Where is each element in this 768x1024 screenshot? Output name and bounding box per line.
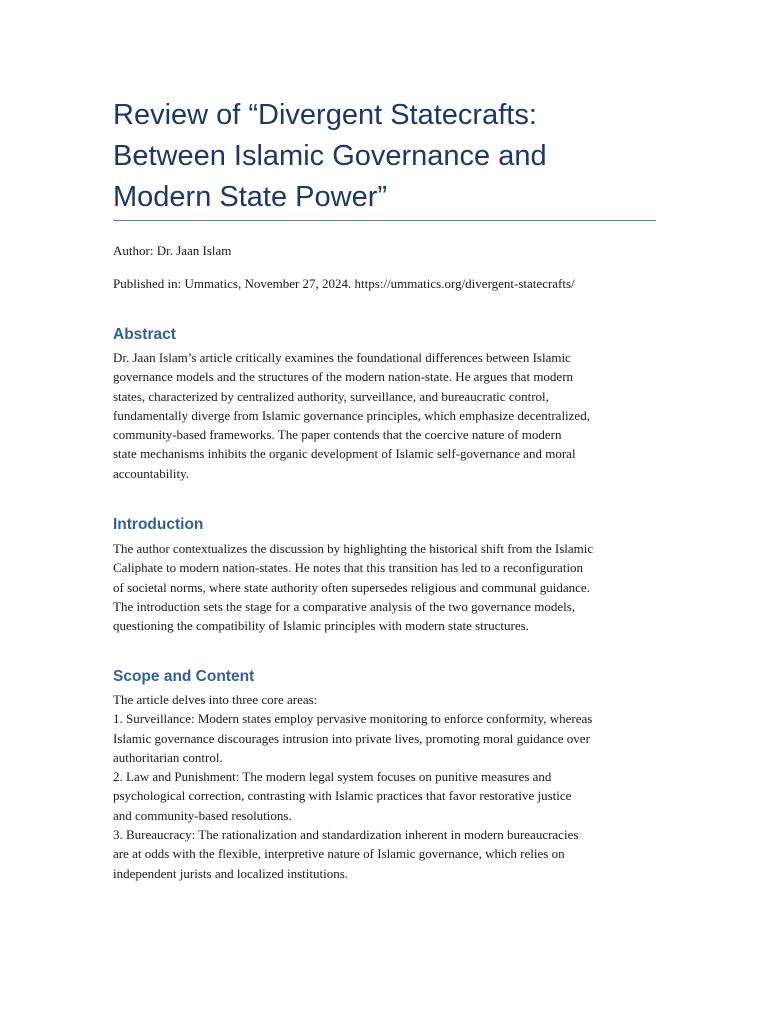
introduction-paragraph	[113, 539, 673, 635]
publication-line: Published in: Ummatics, November 27, 2024. https://ummatics.org/divergent-statecrafts/	[113, 276, 575, 291]
paragraph-line: state mechanisms inhibits the organic development of Islamic self-governance and moral	[113, 446, 576, 462]
paragraph-line: Caliphate to modern nation-states. He notes that this transition has led to a reconfiguration	[113, 560, 584, 576]
document-title	[113, 95, 656, 218]
introduction-heading: Introduction	[113, 516, 204, 533]
author-line: Author: Dr. Jaan Islam	[113, 243, 232, 258]
paragraph-line: Islamic governance discourages intrusion into private lives, promoting moral guidance over	[113, 730, 590, 746]
paragraph-line: Dr. Jaan Islam’s article critically examines the foundational differences between Islamic	[113, 350, 571, 365]
paragraph-line: The article delves into three core areas:	[113, 692, 318, 707]
paragraph-line: The introduction sets the stage for a comparative analysis of the two governance models,	[113, 598, 576, 614]
paragraph-line: governance models and the structures of the modern nation-state. He argues that modern	[113, 369, 574, 385]
paragraph-line: accountability.	[113, 465, 190, 481]
title-line: Review of “Divergent Statecrafts:	[113, 99, 537, 131]
paragraph-line: psychological correction, contrasting with Islamic practices that favor restorative justice	[113, 788, 572, 804]
paragraph-line: authoritarian control.	[113, 749, 223, 765]
paragraph-line: fundamentally diverge from Islamic governance principles, which emphasize decentralized,	[113, 407, 590, 423]
scope-paragraph	[113, 690, 673, 883]
list-item: 2. Law and Punishment: The modern legal system focuses on punitive measures and	[113, 769, 552, 785]
title-underline-rule	[113, 220, 656, 221]
title-line: Between Islamic Governance and	[113, 140, 547, 172]
paragraph-line: are at odds with the flexible, interpretive nature of Islamic governance, which relies on	[113, 846, 565, 862]
abstract-paragraph	[113, 348, 673, 483]
list-item: 1. Surveillance: Modern states employ pervasive monitoring to enforce conformity, whereas	[113, 711, 593, 727]
paragraph-line: states, characterized by centralized authority, surveillance, and bureaucratic control,	[113, 388, 549, 404]
scope-heading: Scope and Content	[113, 668, 255, 685]
paragraph-line: community-based frameworks. The paper contends that the coercive nature of modern	[113, 427, 562, 443]
list-item: 3. Bureaucracy: The rationalization and standardization inherent in modern bureaucracies	[113, 827, 579, 843]
paragraph-line: independent jurists and localized institutions.	[113, 865, 349, 881]
paragraph-line: questioning the compatibility of Islamic principles with modern state structures.	[113, 618, 529, 634]
title-line: Modern State Power”	[113, 181, 388, 213]
paragraph-line: The author contextualizes the discussion by highlighting the historical shift from the Islamic	[113, 541, 594, 556]
paragraph-line: and community-based resolutions.	[113, 807, 292, 823]
paragraph-line: of societal norms, where state authority often supersedes religious and communal guidance.	[113, 579, 590, 595]
abstract-heading: Abstract	[113, 326, 176, 343]
